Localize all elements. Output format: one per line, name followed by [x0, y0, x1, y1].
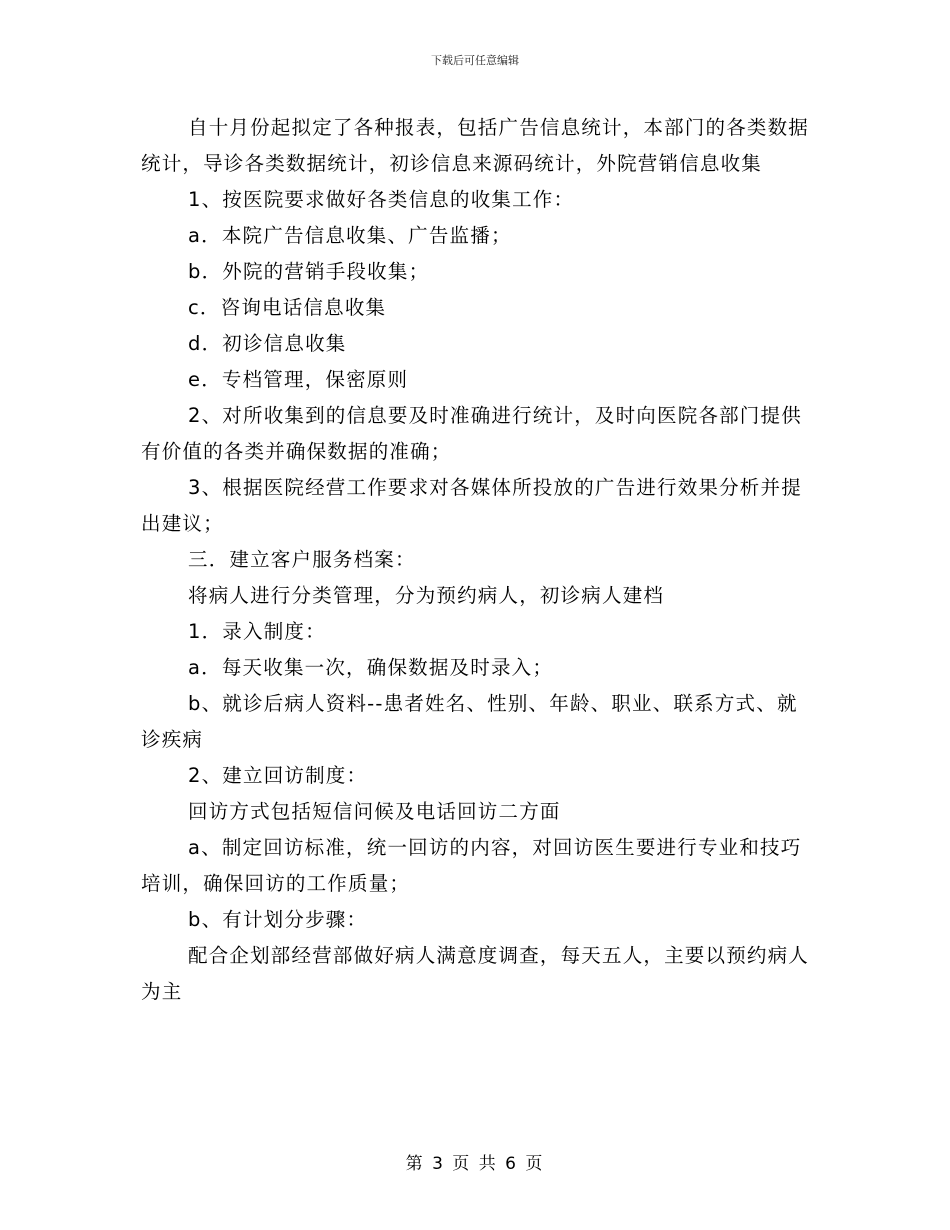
paragraph: 自十月份起拟定了各种报表，包括广告信息统计，本部门的各类数据统计，导诊各类数据统计，初诊信息来源码统计，外院营销信息收集	[141, 116, 810, 175]
paragraph: 将病人进行分类管理，分为预约病人，初诊病人建档	[188, 584, 665, 607]
paragraph: 配合企划部经营部做好病人满意度调查，每天五人，主要以预约病人为主	[141, 944, 810, 1003]
paragraph: 2、对所收集到的信息要及时准确进行统计，及时向医院各部门提供有价值的各类并确保数据的准确；	[141, 404, 802, 463]
paragraph: 2、建立回访制度：	[188, 764, 368, 787]
paragraph: b、就诊后病人资料--患者姓名、性别、年龄、职业、联系方式、就诊疾病	[141, 692, 798, 751]
document-body	[141, 110, 811, 1010]
paragraph: 3、根据医院经营工作要求对各媒体所投放的广告进行效果分析并提出建议；	[141, 476, 802, 535]
paragraph: c．咨询电话信息收集	[188, 296, 387, 319]
paragraph: 1．录入制度：	[188, 620, 326, 643]
page-number-footer: 第 3 页 共 6 页	[405, 1154, 545, 1174]
paragraph: a、制定回访标准，统一回访的内容，对回访医生要进行专业和技巧培训，确保回访的工作质量；	[141, 836, 802, 895]
paragraph: a．本院广告信息收集、广告监播；	[188, 224, 512, 247]
paragraph: 1、按医院要求做好各类信息的收集工作：	[188, 188, 575, 211]
paragraph: b、有计划分步骤：	[188, 908, 368, 931]
paragraph: b．外院的营销手段收集；	[188, 260, 430, 283]
paragraph: d．初诊信息收集	[188, 332, 347, 355]
page-header: 下载后可任意编辑	[431, 54, 519, 67]
paragraph: 三．建立客户服务档案：	[188, 548, 416, 571]
paragraph: 回访方式包括短信问候及电话回访二方面	[188, 800, 561, 823]
paragraph: a．每天收集一次，确保数据及时录入；	[188, 656, 554, 679]
paragraph: e．专档管理，保密原则	[188, 368, 409, 391]
